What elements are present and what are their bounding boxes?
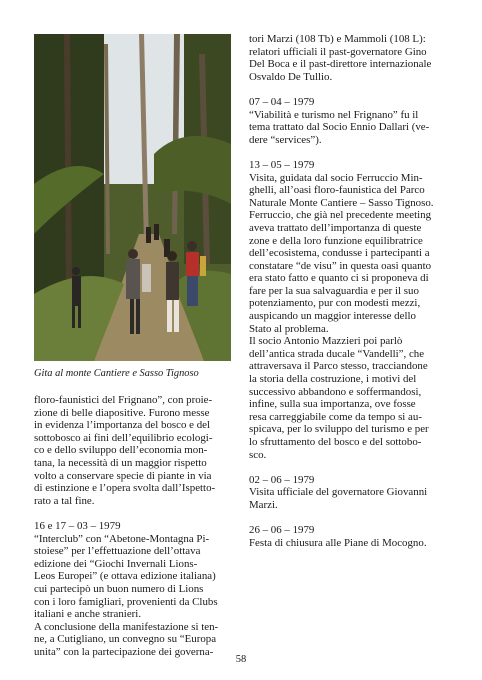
text-line: “Viabilità e turismo nel Frignano” fu il [249,108,419,121]
entry-date: 02 – 06 – 1979 [249,473,315,486]
text-line: in evidenza l’importanza del bosco e del [34,419,210,432]
photo-caption: Gita al monte Cantiere e Sasso Tignoso [34,368,199,379]
text-line: attraversava il Parco stesso, tracciandone [249,360,428,373]
text-line: edizione dei “Giochi Invernali Lions- [34,557,198,570]
text-line: aveva trattato dell’importanza di queste [249,221,422,234]
text-line: tana, la necessità di un maggior rispetto [34,456,207,469]
paragraph-gap [249,146,449,159]
entry-date: 26 – 06 – 1979 [249,524,315,537]
text-line: resa carreggiabile come da tempo si au- [249,410,422,423]
text-line: successivo abbandono e soffermandosi, [249,385,422,398]
text-line: tema trattato dal Socio Ennio Dallari (ve- [249,121,430,134]
text-line: volto a conservare specie di piante in via [34,469,212,482]
text-line: Leos Europei” (e ottava edizione italiana) [34,570,216,583]
text-line: con i loro famigliari, provenienti da Clubs [34,595,218,608]
hiking-photo [34,34,231,361]
text-line: Stato al problema. [249,322,329,335]
text-line: ne, a Cutigliano, un convegno su “Europa [34,633,217,646]
text-line: Osvaldo De Tullio. [249,70,333,83]
text-line: zione di belle diapositive. Furono messe [34,406,210,419]
text-line: fare per la sua salvaguardia e per il suo [249,284,419,297]
paragraph-gap [249,512,449,525]
text-line: dell’antica strada ducale “Vandelli”, che [249,347,425,360]
text-line: la storia della costruzione, i motivi del [249,373,417,386]
page-number: 58 [235,654,247,665]
text-line: italiani e anche stranieri. [34,608,142,621]
text-line: Marzi. [249,498,278,511]
text-line: relatori ufficiali il past-governatore Gino [249,45,427,58]
text-line: Ferruccio, che già nel precedente meeting [249,209,432,222]
text-line: di estinzione e l’opera svolta dall’Ispetto- [34,482,216,495]
text-line: Festa di chiusura alle Piane di Mocogno. [249,536,427,549]
paragraph-gap [34,507,234,520]
text-line: lo sfruttamento del bosco e del sottobo- [249,436,422,448]
text-line: tori Marzi (108 Tb) e Mammoli (108 L): [249,33,426,45]
left-text-column [34,394,234,658]
text-line: “Interclub” con “Abetone-Montagna Pi- [34,532,210,545]
text-line: zone e della loro funzione equilibratrice [249,234,423,247]
forest-path-image [34,34,231,361]
text-line: cui partecipò un buon numero di Lions [34,582,204,595]
paragraph-gap [249,461,449,474]
entry-date: 13 – 05 – 1979 [249,158,315,171]
text-line: co e dello sviluppo dell’economia mon- [34,444,208,457]
right-text-column [249,33,449,549]
entry-date: 16 e 17 – 03 – 1979 [34,519,121,532]
text-line: unita” con la partecipazione dei governa- [34,645,214,658]
text-line: dell’ecosistema, condusse i partecipanti a [249,247,430,260]
text-line: Naturale Monte Cantiere – Sasso Tignoso. [249,196,434,209]
text-line: Il socio Antonio Mazzieri poi parlò [249,335,403,348]
paragraph-gap [249,83,449,96]
text-line: sottobosco ai fini dell’equilibrio ecologi- [34,431,213,444]
text-line: infine, sulla sua importanza, ove fosse [249,398,416,411]
text-line: ghelli, all’oasi floro-faunistica del Parco [249,184,425,197]
text-line: A conclusione della manifestazione si ten- [34,620,219,633]
text-line: auspicando un maggior interesse dello [249,310,416,323]
text-line: constatare “de visu” in questa oasi quanto [249,259,432,272]
text-line: era stato fatto e quanto ci si proponeva di [249,272,429,285]
text-line: Visita ufficiale del governatore Giovanni [249,486,428,499]
text-line: Visita, guidata dal socio Ferruccio Min- [249,171,423,184]
text-line: floro-faunistici del Frignano”, con proie- [34,394,213,406]
text-line: rato a tal fine. [34,494,95,507]
text-line: sco. [249,448,267,461]
text-line: Del Boca e il past-direttore internazionale [249,58,432,71]
text-line: potenziamento, pur con modesti mezzi, [249,297,421,310]
entry-date: 07 – 04 – 1979 [249,95,315,108]
text-line: stoiese” per l’effettuazione dell’ottava [34,545,201,558]
text-line: dere “services”). [249,133,322,146]
text-line: spicava, per lo sviluppo del turismo e per [249,423,429,436]
